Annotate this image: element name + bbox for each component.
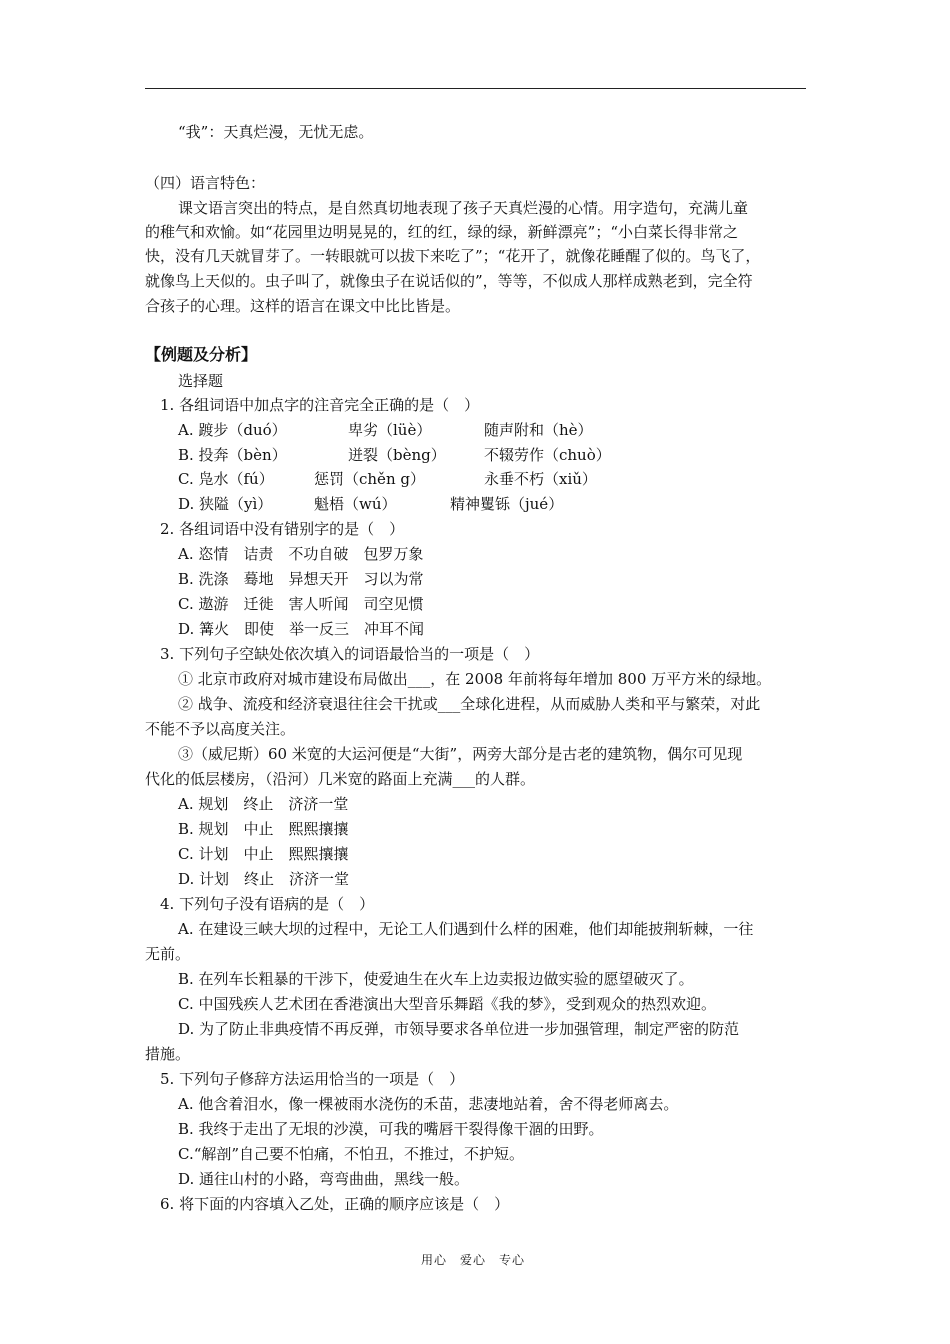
header-rule	[145, 88, 806, 89]
option-c: C. 凫水（fú）	[178, 470, 274, 488]
sentence-3: ③（威尼斯）60 米宽的大运河便是“大街”，两旁大部分是古老的建筑物，偶尔可见现	[178, 745, 743, 763]
paragraph-line: 就像鸟上天似的。虫子叫了，就像虫子在说话似的”，等等，不似成人那样成熟老到，完全符	[145, 272, 753, 290]
option-d: D. 狭隘（yì）	[178, 495, 273, 513]
question-stem: 2. 各组词语中没有错别字的是（ ）	[160, 520, 405, 538]
option-b: B. 在列车长粗暴的干涉下，使爱迪生在火车上边卖报边做实验的愿望破灭了。	[178, 970, 694, 988]
option-a: 卑劣（lüè）	[348, 421, 432, 439]
option-b: B. 我终于走出了无垠的沙漠，可我的嘴唇干裂得像干涸的田野。	[178, 1120, 604, 1138]
page-footer: 用心 爱心 专心	[421, 1253, 526, 1267]
option-b: B. 规划 中止 熙熙攘攘	[178, 820, 349, 838]
option-a: 随声附和（hè）	[484, 421, 593, 439]
option-a: A. 在建设三峡大坝的过程中，无论工人们遇到什么样的困难，他们却能披荆斩棘，一往	[178, 920, 754, 938]
question-stem: 4. 下列句子没有语病的是（ ）	[160, 895, 375, 913]
option-c: C. 中国残疾人艺术团在香港演出大型音乐舞蹈《我的梦》，受到观众的热烈欢迎。	[178, 995, 716, 1013]
paragraph-line: 合孩子的心理。这样的语言在课文中比比皆是。	[145, 297, 461, 315]
sentence-2: ② 战争、流疫和经济衰退往往会干扰或___全球化进程，从而威胁人类和平与繁荣，对此	[178, 695, 761, 713]
sentence-1: ① 北京市政府对城市建设布局做出___，在 2008 年前将每年增加 800 万平方米的绿地。	[178, 670, 772, 688]
option-a-cont: 无前。	[145, 945, 191, 963]
sentence-2-cont: 不能不予以高度关注。	[145, 720, 296, 738]
question-stem: 1. 各组词语中加点字的注音完全正确的是（ ）	[160, 396, 480, 414]
option-a: A. 规划 终止 济济一堂	[178, 795, 349, 813]
option-c: C. 遨游 迁徙 害人听闻 司空见惯	[178, 595, 424, 613]
option-c: 永垂不朽（xiǔ）	[484, 470, 597, 488]
examples-heading: 【例题及分析】	[145, 345, 258, 364]
subheading: 选择题	[178, 372, 224, 390]
option-b: 不辍劳作（chuò）	[484, 446, 611, 464]
option-d: 魁梧（wú）	[314, 495, 397, 513]
option-d: 精神矍铄（jué）	[450, 495, 564, 513]
quote-line: “我”：天真烂漫，无忧无虑。	[178, 123, 374, 141]
option-a: A. 他含着泪水，像一棵被雨水浇伤的禾苗，悲凄地站着，舍不得老师离去。	[178, 1095, 679, 1113]
question-stem: 6. 将下面的内容填入乙处，正确的顺序应该是（ ）	[160, 1195, 510, 1213]
section-title: （四）语言特色：	[145, 174, 266, 192]
option-a: A. 踱步（duó）	[178, 421, 287, 439]
option-b: B. 洗涤 蓦地 异想天开 习以为常	[178, 570, 424, 588]
option-d: D. 通往山村的小路，弯弯曲曲，黑线一般。	[178, 1170, 470, 1188]
paragraph-line: 快，没有几天就冒芽了。一转眼就可以拔下来吃了”；“花开了，就像花睡醒了似的。鸟飞了，	[145, 247, 761, 265]
option-b: 迸裂（bèng）	[348, 446, 446, 464]
paragraph-line: 课文语言突出的特点，是自然真切地表现了孩子天真烂漫的心情。用字造句，充满儿童	[178, 199, 749, 217]
option-d-cont: 措施。	[145, 1045, 191, 1063]
option-c: 惩罚（chěn g）	[314, 470, 425, 488]
question-stem: 5. 下列句子修辞方法运用恰当的一项是（ ）	[160, 1070, 465, 1088]
option-c: C.“解剖”自己要不怕痛，不怕丑，不推过，不护短。	[178, 1145, 525, 1163]
option-d: D. 为了防止非典疫情不再反弹，市领导要求各单位进一步加强管理，制定严密的防范	[178, 1020, 740, 1038]
question-stem: 3. 下列句子空缺处依次填入的词语最恰当的一项是（ ）	[160, 645, 540, 663]
option-b: B. 投奔（bèn）	[178, 446, 287, 464]
option-c: C. 计划 中止 熙熙攘攘	[178, 845, 349, 863]
option-d: D. 篝火 即使 举一反三 冲耳不闻	[178, 620, 425, 638]
option-d: D. 计划 终止 济济一堂	[178, 870, 350, 888]
option-a: A. 恣情 诘责 不功自破 包罗万象	[178, 545, 424, 563]
sentence-3-cont: 代化的低层楼房，（沿河）几米宽的路面上充满___的人群。	[145, 770, 536, 788]
paragraph-line: 的稚气和欢愉。如“花园里边明晃晃的，红的红，绿的绿，新鲜漂亮”；“小白菜长得非常之	[145, 223, 739, 241]
